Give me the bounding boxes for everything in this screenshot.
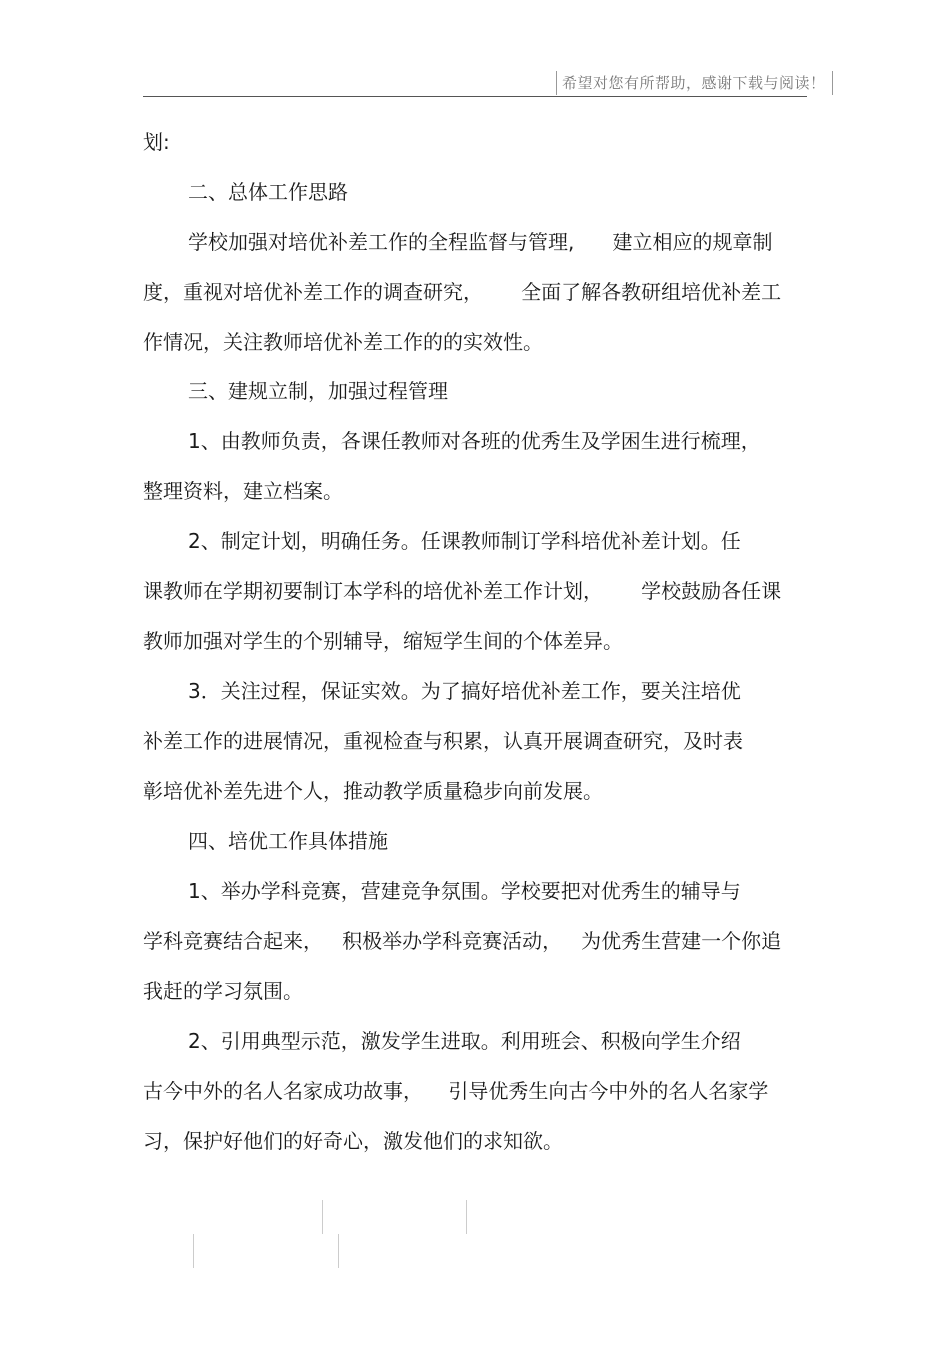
body-line: 作情况，关注教师培优补差工作的的实效性。	[143, 330, 543, 354]
header-divider	[143, 96, 807, 97]
scan-mark	[466, 1200, 467, 1234]
body-line: 课教师在学期初要制订本学科的培优补差工作计划， 学校鼓励各任课	[143, 579, 782, 603]
body-line: 划:	[143, 130, 170, 154]
body-line: 度，重视对培优补差工作的调查研究， 全面了解各教研组培优补差工	[143, 280, 782, 304]
body-line: 2、引用典型示范，激发学生进取。利用班会、积极向学生介绍	[188, 1029, 741, 1053]
body-line: 教师加强对学生的个别辅导，缩短学生间的个体差异。	[143, 629, 623, 653]
body-line: 古今中外的名人名家成功故事， 引导优秀生向古今中外的名人名家学	[143, 1079, 769, 1103]
body-line: 学校加强对培优补差工作的全程监督与管理, 建立相应的规章制	[188, 230, 773, 254]
scan-mark	[193, 1234, 194, 1268]
body-line: 补差工作的进展情况，重视检查与积累，认真开展调查研究，及时表	[143, 729, 743, 753]
body-line: 彰培优补差先进个人，推动教学质量稳步向前发展。	[143, 779, 603, 803]
section-heading: 四、培优工作具体措施	[188, 829, 388, 853]
header-note: 希望对您有所帮助，感谢下载与阅读！	[556, 71, 833, 95]
body-line: 我赶的学习氛围。	[143, 979, 303, 1003]
body-line: 1、举办学科竞赛，营建竞争氛围。学校要把对优秀生的辅导与	[188, 879, 741, 903]
section-heading: 二、总体工作思路	[188, 180, 348, 204]
body-line: 学科竞赛结合起来， 积极举办学科竞赛活动， 为优秀生营建一个你追	[143, 929, 782, 953]
body-line: 习，保护好他们的好奇心，激发他们的求知欲。	[143, 1129, 563, 1153]
body-line: 整理资料，建立档案。	[143, 479, 343, 503]
scan-mark	[338, 1234, 339, 1268]
body-line: 2、制定计划，明确任务。任课教师制订学科培优补差计划。任	[188, 529, 741, 553]
section-heading: 三、建规立制，加强过程管理	[188, 379, 448, 403]
body-line: 1、由教师负责，各课任教师对各班的优秀生及学困生进行梳理，	[188, 429, 761, 453]
body-line: 3．关注过程，保证实效。为了搞好培优补差工作，要关注培优	[188, 679, 741, 703]
scan-mark	[322, 1200, 323, 1234]
